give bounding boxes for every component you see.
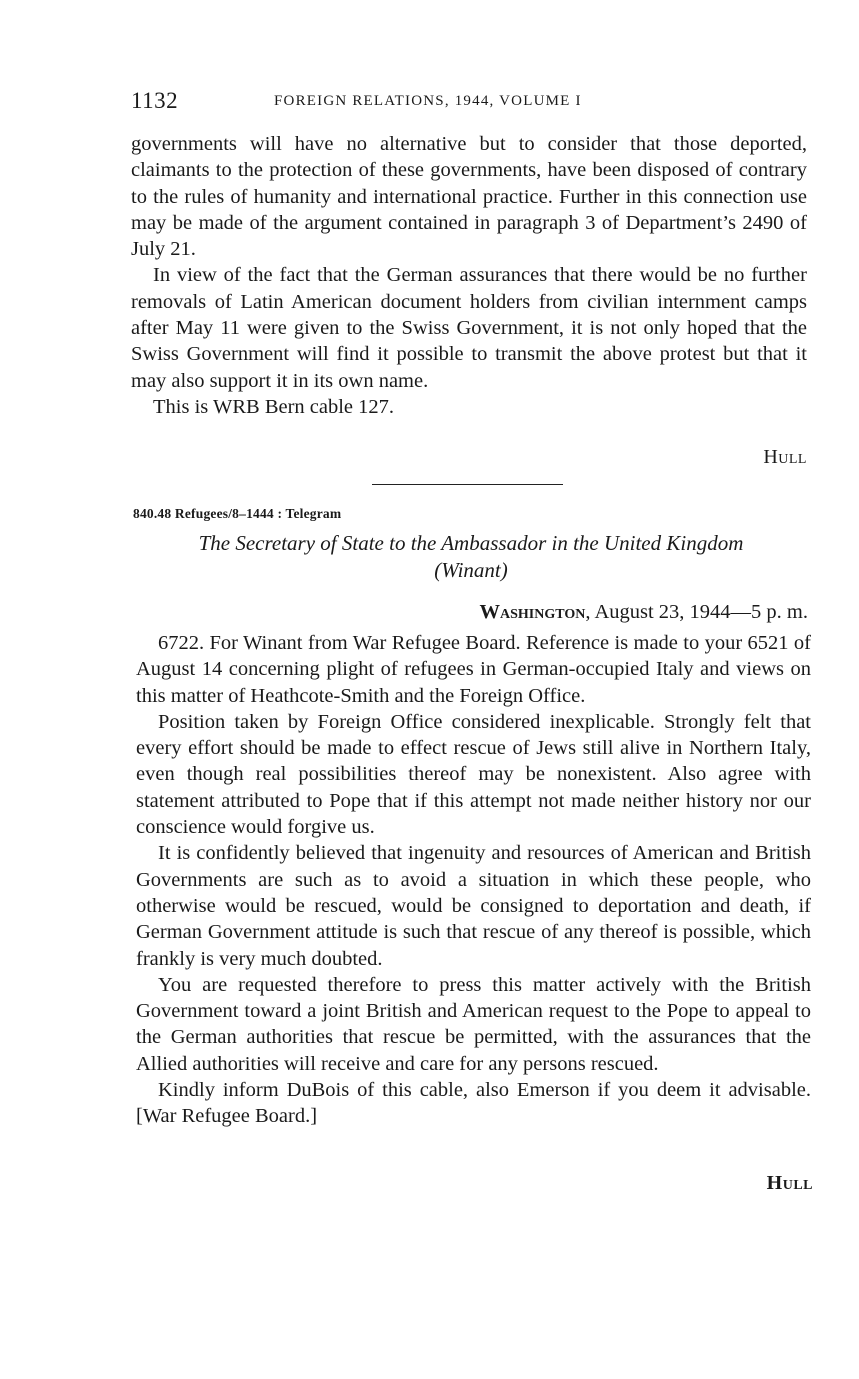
heading-line: (Winant) [434,558,508,582]
paragraph: governments will have no alternative but to consider that those deported, claimants to the protection of these governments, have been disposed of contrary to the rules of humanity and international practice. Further in this connection use may be made of the argument contained in paragraph 3 of Department’s 2490 of July 21. [131,133,807,261]
paragraph: Kindly inform DuBois of this cable, also Emerson if you deem it advisable. [War Refugee Board.] [136,1079,811,1128]
document-heading [133,530,809,584]
paragraph: Position taken by Foreign Office considered inexplicable. Strongly felt that every effort should be made to effect rescue of Jews still alive in Northern Italy, even though real possibilities thereof may be nonexistent. Also agree with statement attributed to Pope that if this attempt not made neither history nor our conscience would forgive us. [136,710,811,839]
page-number: 1132 [131,88,179,113]
paragraph: In view of the fact that the German assurances that there would be no further removals of Latin American document holders from civilian internment camps after May 11 were given to the Swiss Government, it is not only hoped that the Swiss Government will find it possible to transmit the above protest but that it may also support it in its own name. [131,264,807,392]
running-title: FOREIGN RELATIONS, 1944, VOLUME I [274,93,582,109]
paragraph: This is WRB Bern cable 127. [153,395,395,418]
dateline [480,601,809,624]
paragraph: It is confidently believed that ingenuity and resources of American and British Governments are such as to avoid a situation in which these people, who otherwise would be rescued, would be consigned to deportation and death, if German Government attitude is such that rescue of any thereof is possible, which frankly is very much doubted. [136,842,811,970]
running-head [131,88,807,118]
document2-body [136,630,811,1130]
paragraph: You are requested therefore to press this matter actively with the British Government toward a joint British and American request to the Pope to appeal to the German authorities that rescue be permitted, with the assurances that the Allied authorities will receive and care for any persons rescued. [136,973,811,1075]
dateline-date: , August 23, 1944—5 p. m. [585,601,808,623]
section1-body [131,131,807,420]
file-reference: 840.48 Refugees/8–1444 : Telegram [133,506,342,521]
signature: Hull [763,446,807,468]
dateline-place: Washington [479,601,586,623]
paragraph: 6722. For Winant from War Refugee Board. Reference is made to your 6521 of August 14 concerning plight of refugees in German-occupied Italy and views on this matter of Heathcote-Smith and the Foreign Office. [136,632,811,707]
signature: Hull [766,1172,813,1194]
heading-line: The Secretary of State to the Ambassador in the United Kingdom [198,531,744,555]
section-divider [372,484,563,485]
